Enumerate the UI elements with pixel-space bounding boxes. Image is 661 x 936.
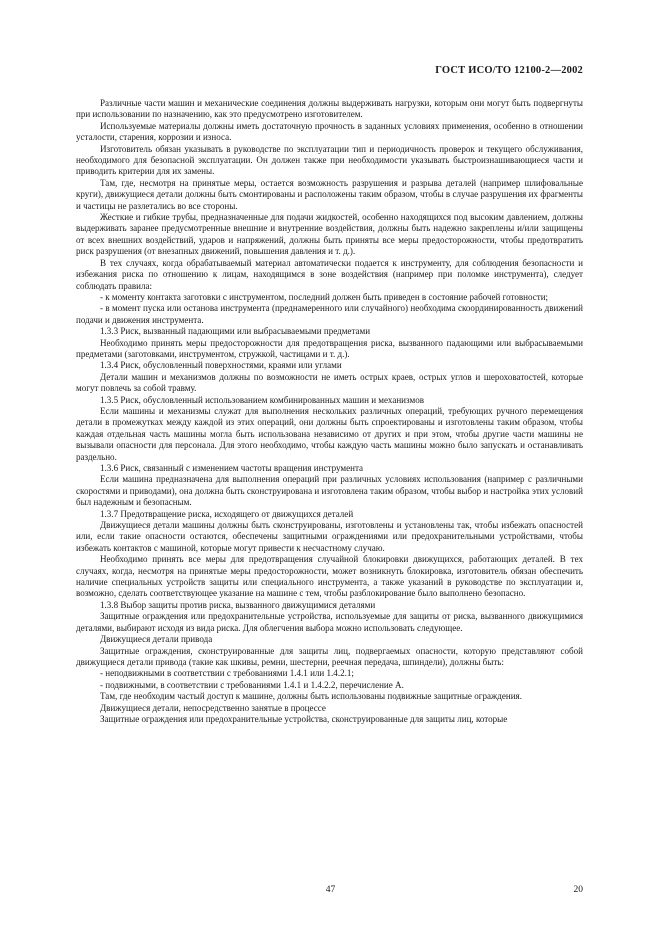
paragraph: Жесткие и гибкие трубы, предназначенные для подачи жидкостей, особенно находящихся под высоким давлением, должны выдерживать заранее предусмотренные внешние и внутренние воздействия, должны быть надежно закреплены и/или защищены от всех внешних воздействий, ударов и напряжений, должны быть приняты все меры предосторожности, чтобы предотвратить риск разрушения (от внезапных движений, повышения давления и т. д.). xyxy=(76,212,583,257)
subheading: Движущиеся детали привода xyxy=(100,634,213,645)
subheading: Движущиеся детали, непосредственно занятые в процессе xyxy=(100,702,326,713)
list-item: - подвижными, в соответствии с требованиями 1.4.1 и 1.4.2.2, перечисление А. xyxy=(100,679,404,690)
paragraph: Там, где необходим частый доступ к машине, должны быть использованы подвижные защитные ограждения. xyxy=(100,691,522,702)
section-heading: 1.3.6 Риск, связанный с изменением частоты вращения инструмента xyxy=(100,463,364,473)
section-heading: 1.3.7 Предотвращение риска, исходящего от движущихся деталей xyxy=(100,508,354,519)
document-body xyxy=(76,98,583,725)
paragraph: Если машина предназначена для выполнения операций при различных условиях использования (например с различными скоростями и приводами), она должна быть сконструирована и изготовлена таким образом, чтобы выбор и настройка этих условий был надежным и безопасным. xyxy=(76,474,583,508)
paragraph: Там, где, несмотря на принятые меры, остается возможность разрушения и разрыва деталей (например шлифовальные круги), движущиеся детали должны быть смонтированы и расположены таким образом, чтобы в случае разрушения их фрагменты и частицы не разлетались во все стороны. xyxy=(76,177,583,211)
document-header-title: ГОСТ ИСО/ТО 12100-2—2002 xyxy=(435,65,583,76)
paragraph: Защитные ограждения или предохранительные устройства, сконструированные для защиты лиц, которые xyxy=(100,713,508,724)
paragraph: Необходимо принять меры предосторожности для предотвращения риска, вызванного падающими или выбрасываемыми предметами (заготовками, инструментом, стружкой, частицами и т. д.). xyxy=(76,337,583,359)
paragraph: Изготовитель обязан указывать в руководстве по эксплуатации тип и периодичность проверок и текущего обслуживания, необходимого для безопасной эксплуатации. Он должен также при необходимости указывать быстроизнашивающиеся части и приводить критерии для их замены. xyxy=(76,143,583,177)
section-heading: 1.3.4 Риск, обусловленный поверхностями, краями или углами xyxy=(100,360,342,371)
paragraph: Защитные ограждения или предохранительные устройства, используемые для защиты от риска, вызванного движущимися деталями, выбирают исходя из вида риска. Для облегчения выбора можно использовать следующее. xyxy=(76,611,583,633)
section-heading: 1.3.3 Риск, вызванный падающими или выбрасываемыми предметами xyxy=(100,326,371,337)
paragraph: Если машины и механизмы служат для выполнения нескольких различных операций, требующих ручного перемещения детали в промежутках между каждой из этих операций, они должны быть спроектированы и изготовлены таким образом, чтобы каждая отдельная часть машины могла быть использована независимо от других и при этом, чтобы другие части машины не вызывали опасности для персонала. Для этого необходимо, чтобы каждую часть машины можно было запускать и останавливать раздельно. xyxy=(76,405,583,462)
page-number-center: 47 xyxy=(325,885,336,895)
paragraph: Движущиеся детали машины должны быть сконструированы, изготовлены и установлены так, чтобы избежать опасностей или, если такие опасности остаются, обеспечены защитными ограждениями или предохранительными устройствами, чтобы избежать контактов с машиной, которые могут привести к несчастному случаю. xyxy=(76,520,583,553)
page-number-right: 20 xyxy=(573,885,583,895)
paragraph: Используемые материалы должны иметь достаточную прочность в заданных условиях применения, особенно в отношении усталости, старения, коррозии и износа. xyxy=(76,120,583,143)
paragraph: Защитные ограждения, сконструированные для защиты лиц, подвергаемых опасности, которую представляют собой движущиеся детали привода (такие как шкивы, ремни, шестерни, реечная передача, шпиндели), должны быть: xyxy=(76,645,583,667)
paragraph: В тех случаях, когда обрабатываемый материал автоматически подается к инструменту, для соблюдения безопасности и избежания риска по отношению к лицам, находящимся в зоне воздействия (например при поломке инструмента), следует соблюдать правила: xyxy=(76,257,583,291)
section-heading: 1.3.5 Риск, обусловленный использованием комбинированных машин и механизмов xyxy=(100,394,424,405)
list-item: - в момент пуска или останова инструмента (преднамеренного или случайного) необходима скоординированность движений подачи и движения инструмента. xyxy=(76,303,583,325)
paragraph: Детали машин и механизмов должны по возможности не иметь острых краев, острых углов и шероховатостей, которые могут повлечь за собой травму. xyxy=(76,371,583,394)
list-item: - неподвижными в соответствии с требованиями 1.4.1 или 1.4.2.1; xyxy=(100,668,354,679)
section-heading: 1.3.8 Выбор защиты против риска, вызванного движущимися деталями xyxy=(100,599,376,610)
paragraph: Различные части машин и механические соединения должны выдерживать нагрузки, которым они могут быть подвергнуты при использовании по назначению, как это предусмотрено изготовителем. xyxy=(76,98,583,120)
paragraph: Необходимо принять все меры для предотвращения случайной блокировки движущихся, работающих деталей. В тех случаях, когда, несмотря на принятые меры предосторожности, может возникнуть блокировка, изготовитель обязан обеспечить наличие специальных устройств защиты или специального инструмента, а также указаний в руководстве по эксплуатации и, возможно, сделать соответствующее указание на машине с тем, чтобы разблокирование было выполнено безопасно. xyxy=(76,554,583,599)
list-item: - к моменту контакта заготовки с инструментом, последний должен быть приведен в состояние рабочей готовности; xyxy=(100,291,549,302)
